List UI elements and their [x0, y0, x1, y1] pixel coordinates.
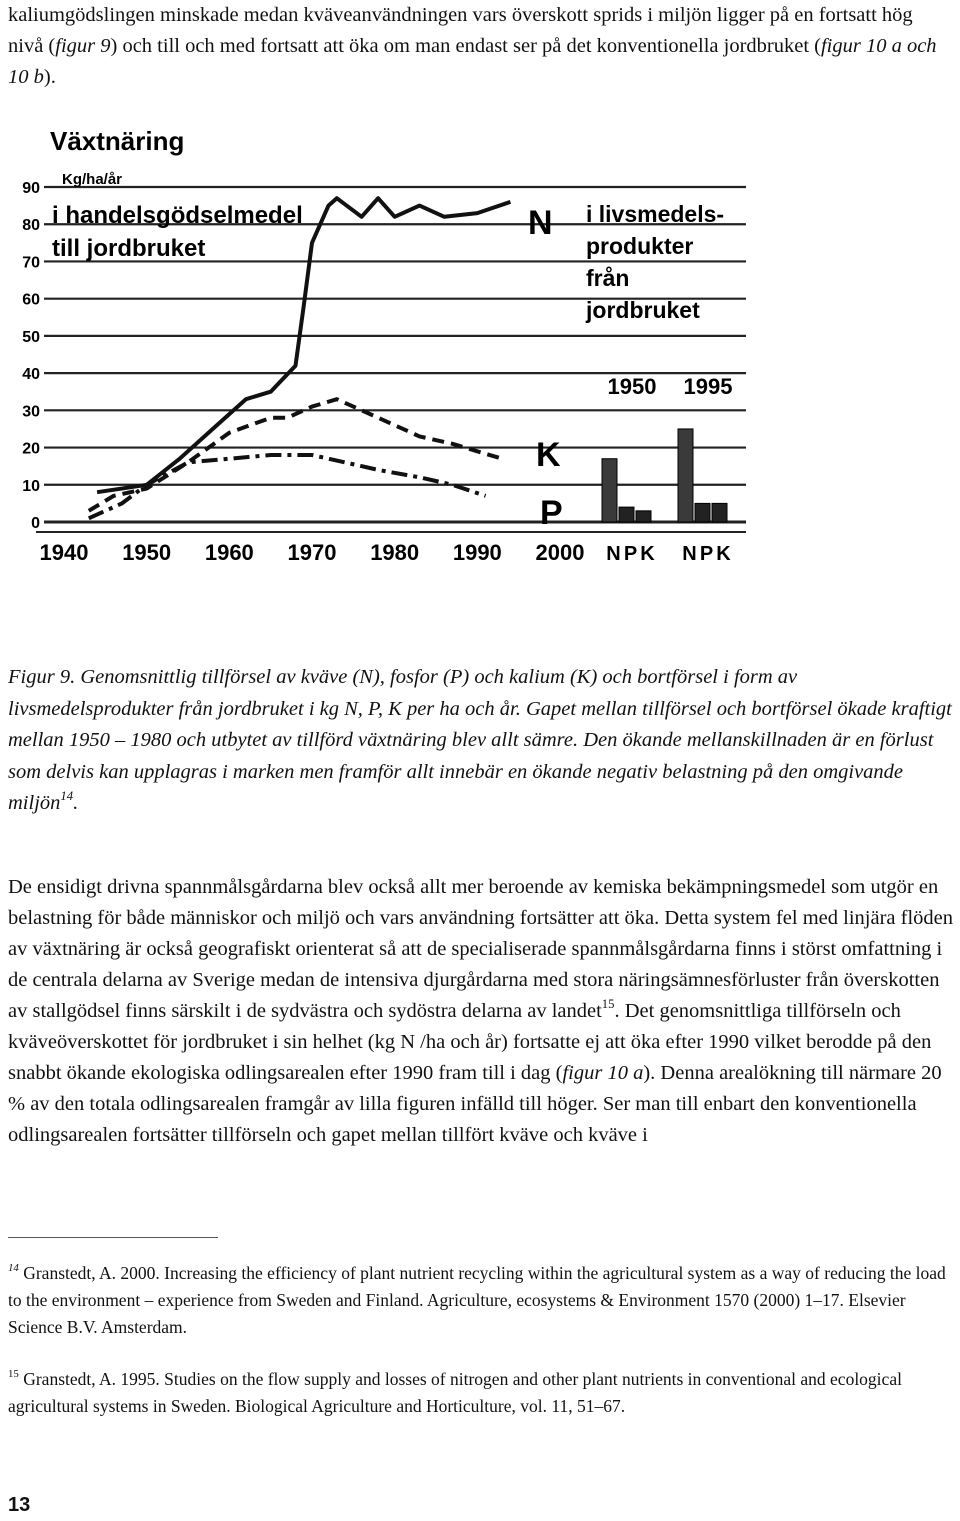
y-tick-label: 10 — [22, 477, 40, 495]
bar-groups — [602, 374, 732, 565]
bar-category-label: N — [606, 543, 621, 565]
x-tick-label: 2000 — [535, 540, 585, 565]
body-text: . Det genomsnittliga tillförseln och kväveöverskottet för jordbruket i sin helhet (kg N /ha och år) fortsatte ej att öka efter 1990 vilket berodde på den snabbt ökande ekologiska odlingsarealen efter 1990 fram till i dag ( — [8, 1000, 932, 1084]
right-panel-title-line1: i livsmedels- — [586, 201, 725, 227]
caption-text: Genomsnittlig tillförsel av kväve (N), fosfor (P) och kalium (K) och bortförsel i form av livsmedelsprodukter från jordbruket i kg N, P, K per ha och år. Gapet mellan tillförsel och bortförsel ökade kraftigt mellan 1950 – 1980 och utbytet av tillförd växtnäring blev allt sämre. Den ökande mellanskillnaden är en förlust som delvis kan upplagras i marken men framför allt innebär en ökande negativ belastning på den omgivande miljön — [8, 666, 952, 814]
bar-1950-k — [636, 511, 651, 522]
figure-caption — [8, 662, 953, 820]
y-tick-label: 90 — [22, 180, 40, 197]
footnote-number: 14 — [8, 1262, 19, 1275]
y-tick-label: 40 — [22, 366, 40, 384]
footnote-divider — [8, 1237, 218, 1238]
intro-text: kaliumgödslingen minskade medan kväveanvändningen vars överskott sprids i miljön ligger på en fortsatt hög nivå ( — [8, 4, 913, 57]
x-axis-ticks — [40, 540, 585, 565]
figure-ref: figur 10 a och 10 b — [8, 35, 937, 88]
caption-end: . — [73, 792, 79, 814]
y-tick-label: 50 — [22, 328, 40, 346]
y-axis-ticks — [22, 180, 40, 532]
body-text: De ensidigt drivna spannmålsgårdarna blev också allt mer beroende av kemiska bekämpningsmedel som utgör en belastning för både människor och miljö och vars användning fortsätter att öka. Detta system fel med linjära flöden av växtnäring är också geografiskt orienterat så att de specialiserade spannmålsgårdarna finns i störst omfattning i de centrala delarna av Sverige medan de intensiva djurgårdarna med stora näringsämnesförluster från överskotten av stallgödsel finns särskilt i de sydvästra och sydöstra delarna av landet — [8, 876, 954, 1022]
right-panel-title-line4: jordbruket — [586, 297, 700, 323]
x-tick-label: 1940 — [39, 540, 89, 565]
bar-1995-p — [695, 503, 710, 522]
intro-text: ) och till och med fortsatt att öka om man endast ser på det konventionella jordbruket ( — [110, 35, 821, 57]
figure-ref: figur 10 a — [562, 1062, 644, 1084]
bar-category-label: N — [682, 543, 697, 565]
x-tick-label: 1990 — [452, 540, 502, 565]
chart-unit-label: Kg/ha/år — [62, 171, 123, 188]
series-label-n: N — [528, 204, 553, 242]
bar-category-label: P — [699, 543, 714, 565]
x-tick-label: 1980 — [370, 540, 420, 565]
footnote-number: 15 — [8, 1368, 19, 1381]
body-paragraph — [8, 872, 953, 1151]
left-panel-title-line2: till jordbruket — [52, 235, 206, 262]
bar-category-label: K — [716, 543, 731, 565]
y-tick-label: 20 — [22, 440, 40, 458]
footnote-ref: 14 — [60, 788, 74, 803]
figure-ref: figur 9 — [55, 35, 111, 57]
y-tick-label: 70 — [22, 254, 40, 272]
footnote-14 — [8, 1260, 958, 1341]
bar-category-label: P — [623, 543, 638, 565]
footnote-text: Granstedt, A. 2000. Increasing the efficiency of plant nutrient recycling within the agricultural system as a way of reducing the load to the environment – experience from Sweden and Finland. Agriculture, ecosystems & Environment 1570 (2000) 1–17. Elsevier Science B.V. Amsterdam. — [8, 1263, 946, 1337]
y-tick-label: 60 — [22, 291, 40, 309]
page-number: 13 — [8, 1494, 31, 1516]
bar-1950-n — [602, 459, 617, 522]
footnote-ref: 15 — [601, 996, 615, 1011]
x-tick-label: 1970 — [287, 540, 337, 565]
series-label-p: P — [540, 494, 563, 532]
x-tick-label: 1950 — [122, 540, 172, 565]
footnote-15 — [8, 1366, 958, 1420]
bar-group-year-label: 1950 — [607, 374, 657, 399]
figure-9-chart — [8, 100, 760, 610]
intro-text: ). — [43, 66, 56, 88]
caption-lead: Figur 9. — [8, 666, 76, 688]
intro-paragraph — [8, 0, 953, 93]
left-panel-title-line1: i handelsgödselmedel — [52, 202, 303, 229]
y-tick-label: 0 — [31, 515, 40, 532]
bar-1995-n — [678, 429, 693, 522]
chart-title: Växtnäring — [50, 126, 185, 156]
right-panel-title-line3: från — [586, 265, 630, 291]
x-tick-label: 1960 — [204, 540, 254, 565]
bar-1950-p — [619, 507, 634, 522]
right-panel-title-line2: produkter — [586, 233, 694, 259]
y-tick-label: 80 — [22, 217, 40, 235]
y-tick-label: 30 — [22, 403, 40, 421]
series-label-k: K — [536, 436, 561, 474]
body-text: ). Denna arealökning till närmare 20 % av den totala odlingsarealen framgår av lilla figuren infälld till höger. Ser man till enbart den konventionella odlingsarealen fortsätter tillförseln och gapet mellan tillfört kväve och kväve i — [8, 1062, 942, 1146]
footnote-text: Granstedt, A. 1995. Studies on the flow supply and losses of nitrogen and other plant nutrients in conventional and ecological agricultural systems in Sweden. Biological Agriculture and Horticulture, vol. 11, 51–67. — [8, 1369, 902, 1416]
series-line-k — [89, 399, 502, 511]
bar-category-label: K — [640, 543, 655, 565]
bar-group-year-label: 1995 — [683, 374, 733, 399]
bar-1995-k — [712, 503, 727, 522]
